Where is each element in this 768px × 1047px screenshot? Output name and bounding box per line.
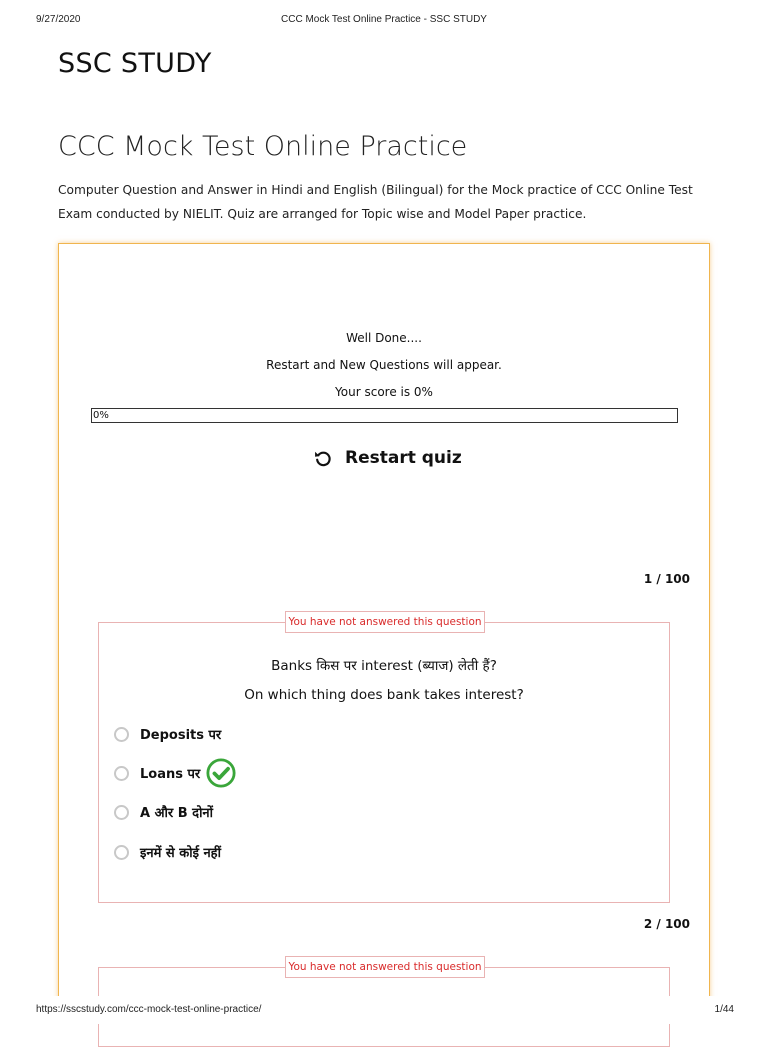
radio-button[interactable]	[114, 727, 129, 742]
score-text: Your score is 0%	[335, 385, 433, 399]
print-date: 9/27/2020	[36, 14, 81, 25]
restart-quiz-label: Restart quiz	[345, 448, 462, 468]
radio-button[interactable]	[114, 766, 129, 781]
result-message: Well Done....	[346, 331, 422, 345]
answer-option[interactable]	[114, 722, 221, 746]
answer-option[interactable]	[114, 761, 236, 785]
option-label: इनमें से कोई नहीं	[140, 846, 221, 861]
answer-option[interactable]	[114, 840, 221, 864]
progress-label: 0%	[93, 410, 109, 421]
question-text-english: On which thing does bank takes interest?	[244, 687, 524, 703]
undo-arrow-icon	[313, 448, 333, 468]
option-label: Loans पर	[140, 767, 201, 782]
print-page-number: 1/44	[714, 1004, 734, 1015]
print-page-title: CCC Mock Test Online Practice - SSC STUDY	[281, 14, 487, 25]
question-counter: 1 / 100	[643, 572, 690, 586]
restart-quiz-button[interactable]	[313, 444, 462, 472]
question-status-badge: You have not answered this question	[285, 611, 485, 633]
print-url: https://sscstudy.com/ccc-mock-test-online-practice/	[36, 1004, 262, 1015]
radio-button[interactable]	[114, 845, 129, 860]
answer-option[interactable]	[114, 800, 213, 824]
site-title[interactable]: SSC STUDY	[58, 48, 212, 79]
question-counter: 2 / 100	[643, 917, 690, 931]
question-text-hindi: Banks किस पर interest (ब्याज) लेती हैं?	[271, 658, 497, 674]
option-label: A और B दोनों	[140, 806, 214, 821]
radio-button[interactable]	[114, 805, 129, 820]
result-restart-note: Restart and New Questions will appear.	[266, 358, 502, 372]
intro-paragraph: Computer Question and Answer in Hindi and English (Bilingual) for the Mock practice of CCC Online Test Exam conducted by NIELIT. Quiz are arranged for Topic wise and Model Paper practice.	[58, 183, 693, 221]
print-header	[0, 14, 768, 30]
option-label: Deposits पर	[140, 728, 222, 743]
question-status-badge: You have not answered this question	[285, 956, 485, 978]
print-footer	[0, 996, 768, 1024]
score-progress-bar	[91, 408, 678, 423]
check-circle-icon	[206, 758, 236, 788]
page-title: CCC Mock Test Online Practice	[58, 131, 468, 162]
